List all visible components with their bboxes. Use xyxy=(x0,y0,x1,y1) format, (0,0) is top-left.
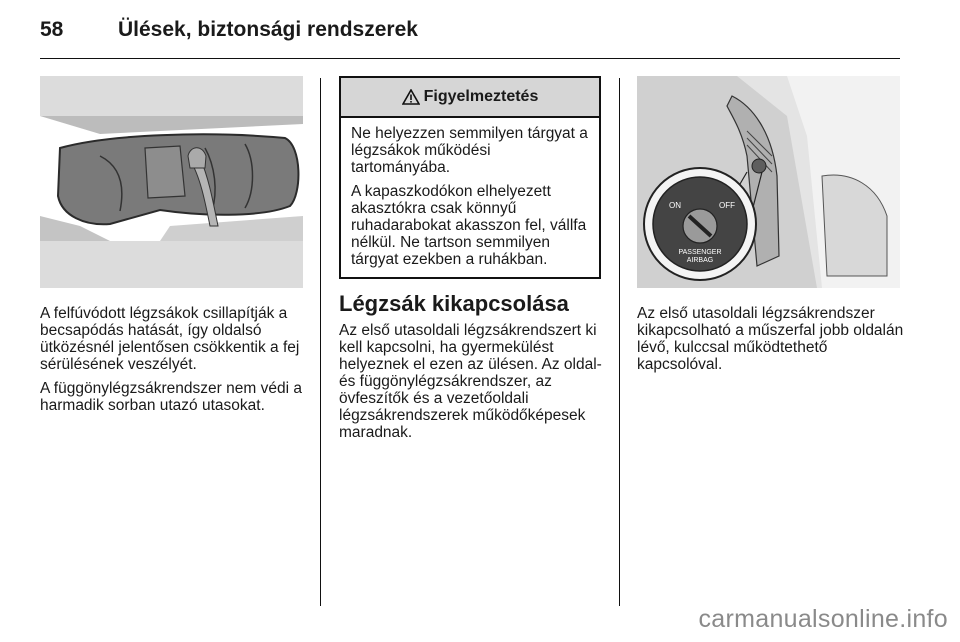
paragraph: A felfúvódott légzsákok csillapítják a becsapódás hatását, így oldalsó ütközésnél jelentősen csökkentik a fej sérülésének veszélyét. xyxy=(40,305,300,373)
warning-paragraph: Ne helyezzen semmilyen tárgyat a légzsákok működési tartományába. xyxy=(351,125,588,176)
warning-body xyxy=(341,118,599,268)
paragraph: A függönylégzsákrendszer nem védi a harmadik sorban utazó utasokat. xyxy=(40,380,302,414)
airbag-key-switch-illustration xyxy=(637,76,900,288)
page-number: 58 xyxy=(40,18,64,41)
column-divider-1 xyxy=(320,78,321,606)
switch-passenger-label: PASSENGER xyxy=(678,249,722,256)
header-divider xyxy=(40,58,900,59)
warning-paragraph: A kapaszkodókon elhelyezett akasztókra csak könnyű ruhadarabokat akasszon fel, vállfa nélkül. Ne tartson semmilyen tárgyat ezekben a ruhákban. xyxy=(351,183,587,268)
column-divider-2 xyxy=(619,78,620,606)
section-heading: Légzsák kikapcsolása xyxy=(339,291,569,316)
curtain-airbag-illustration xyxy=(40,76,303,288)
switch-off-label: OFF xyxy=(719,201,735,210)
column2-text xyxy=(339,322,607,448)
page-header xyxy=(40,18,920,48)
paragraph: Az első utasoldali légzsákrendszer kikapcsolható a műszerfal jobb oldalán lévő, kulccsal működtethető kapcsolóval. xyxy=(637,305,904,373)
warning-title: Figyelmeztetés xyxy=(423,88,539,105)
warning-box xyxy=(339,76,601,279)
column1-text xyxy=(40,305,308,421)
switch-airbag-label: AIRBAG xyxy=(686,257,714,264)
paragraph: Az első utasoldali légzsákrendszert ki kell kapcsolni, ha gyermekülést helyeznek el ezen az ülésen. Az oldal- és függönylégzsákrendszer, az övfeszítők és a vezetőoldali légzsákrendszerek működőképesek maradnak. xyxy=(339,322,602,441)
switch-on-label: ON xyxy=(669,201,681,210)
column3-text xyxy=(637,305,905,380)
watermark: carmanualsonline.info xyxy=(698,605,948,633)
page-title: Ülések, biztonsági rendszerek xyxy=(118,18,418,41)
warning-triangle-icon xyxy=(402,89,420,105)
warning-header xyxy=(341,78,599,118)
